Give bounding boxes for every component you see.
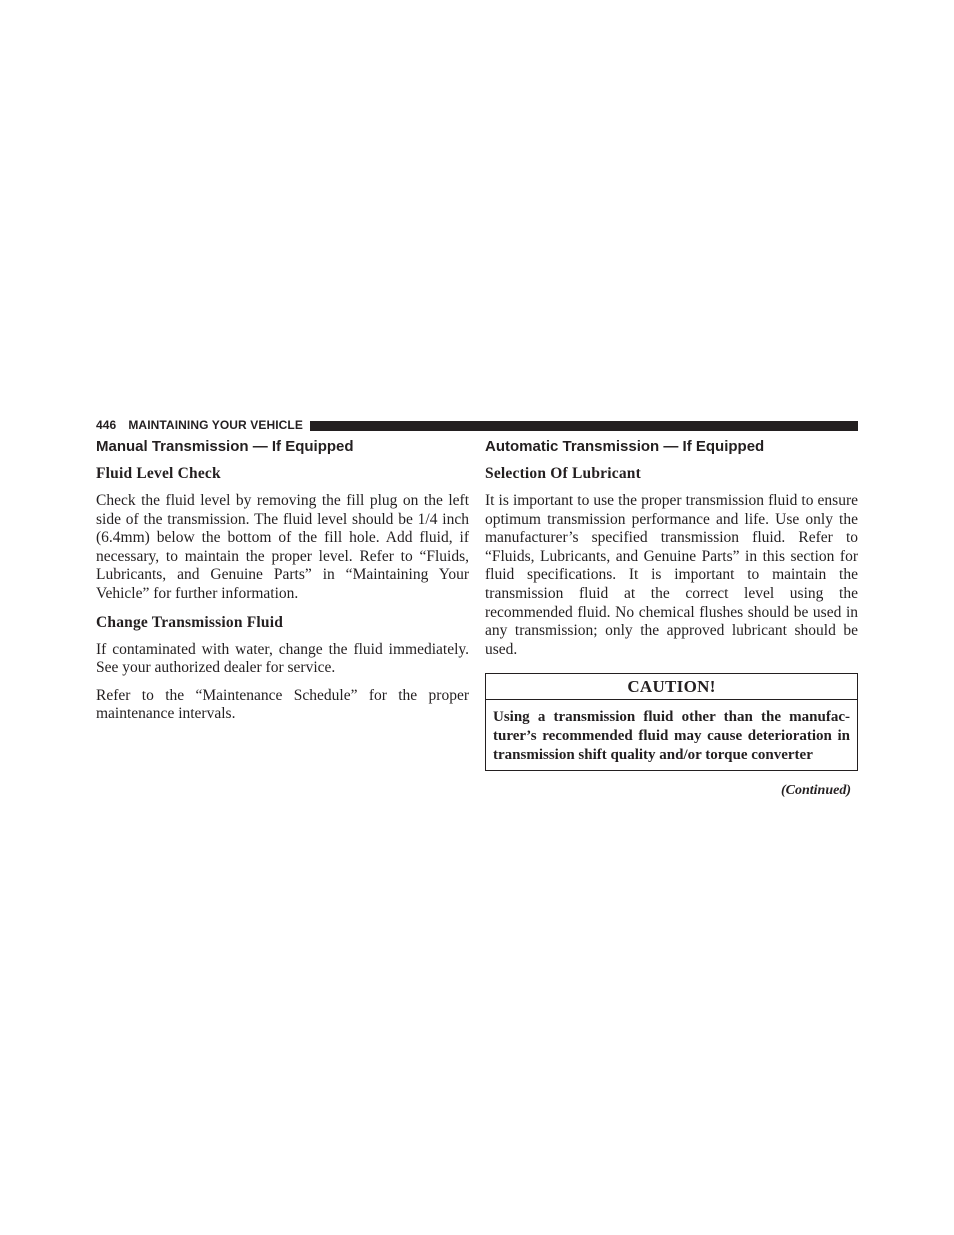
fluid-level-check-heading: Fluid Level Check bbox=[96, 465, 221, 482]
caution-box bbox=[485, 673, 858, 771]
caution-text: Using a transmission fluid other than the manufacturer’s recommended fluid may cause deterioration in transmission shift quality and/or torque converter bbox=[493, 709, 850, 763]
manual-transmission-title: Manual Transmission — If Equipped bbox=[96, 438, 354, 455]
header-rule-bar bbox=[310, 421, 858, 431]
page-header bbox=[96, 417, 858, 433]
right-column bbox=[485, 436, 858, 799]
running-section-title: MAINTAINING YOUR VEHICLE bbox=[128, 418, 303, 432]
caution-title: CAUTION! bbox=[486, 674, 857, 700]
change-fluid-text: If contaminated with water, change the fluid immediately. See your authorized dealer for service. bbox=[96, 640, 469, 677]
fluid-level-check-text: Check the fluid level by removing the fill plug on the left side of the transmission. The fluid level should be 1/4 inch (6.4mm) below the bottom of the fill hole. Add fluid, if necessary, to maintain the proper level. Refer to “Fluids, Lubricants, and Genuine Parts” in “Maintaining Your Vehicle” for further information. bbox=[96, 492, 469, 602]
selection-of-lubricant-heading: Selection Of Lubricant bbox=[485, 465, 641, 482]
left-column bbox=[96, 436, 469, 733]
maintenance-schedule-text: Refer to the “Maintenance Schedule” for the proper maintenance intervals. bbox=[96, 686, 469, 723]
page-number: 446 bbox=[96, 418, 117, 432]
change-fluid-heading: Change Transmission Fluid bbox=[96, 613, 284, 631]
continued-label: (Continued) bbox=[780, 783, 851, 799]
automatic-transmission-title: Automatic Transmission — If Equipped bbox=[485, 438, 765, 455]
lubricant-text: It is important to use the proper transmission fluid to ensure optimum transmission performance and life. Use only the manufacturer’s specified transmission fluid. Refer to “Fluids, Lubricants, and Genuine Parts” in this section for fluid specifications. It is important to maintain the transmission fluid at the correct level using the recommended fluid. No chemical flushes should be used in any transmission; only the approved lubricant should be used. bbox=[485, 492, 858, 658]
